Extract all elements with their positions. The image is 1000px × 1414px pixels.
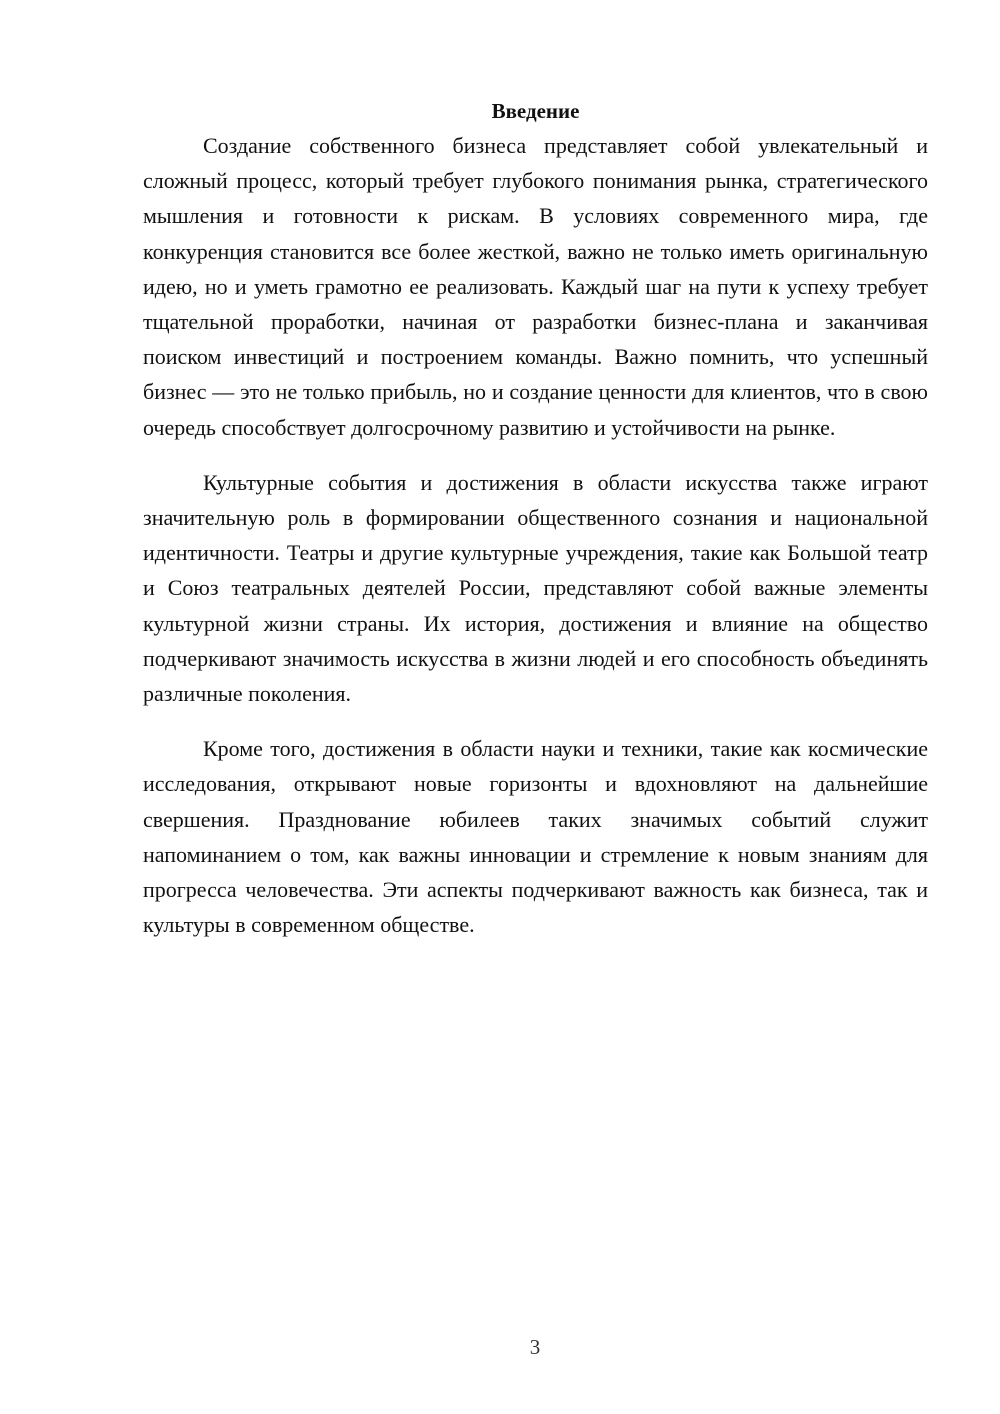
paragraph-science: Кроме того, достижения в области науки и техники, такие как космические исследования, открывают новые горизонты и вдохновляют на дальнейшие свершения. Празднование юбилеев таких значимых событий служит напоминанием о том, как важны инновации и стремление к новым знаниям для прогресса человечества. Эти аспекты подчеркивают важность как бизнеса, так и культуры в современном обществе. xyxy=(143,736,928,938)
page-content xyxy=(143,94,928,942)
paragraph-culture: Культурные события и достижения в области искусства также играют значительную роль в формировании общественного сознания и национальной идентичности. Театры и другие культурные учреждения, такие как Большой театр и Союз театральных деятелей России, представляют собой важные элементы культурной жизни страны. Их история, достижения и влияние на общество подчеркивают значимость искусства в жизни людей и его способность объединять различные поколения. xyxy=(143,469,928,707)
page-number: 3 xyxy=(529,1335,541,1359)
section-heading: Введение xyxy=(491,99,580,123)
paragraph-business: Создание собственного бизнеса представляет собой увлекательный и сложный процесс, который требует глубокого понимания рынка, стратегического мышления и готовности к рискам. В условиях современного мира, где конкуренция становится все более жесткой, важно не только иметь оригинальную идею, но и уметь грамотно ее реализовать. Каждый шаг на пути к успеху требует тщательной проработки, начиная от разработки бизнес-плана и заканчивая поиском инвестиций и построением команды. Важно помнить, что успешный бизнес — это не только прибыль, но и создание ценности для клиентов, что в свою очередь способствует долгосрочному развитию и устойчивости на рынке. xyxy=(143,133,928,440)
